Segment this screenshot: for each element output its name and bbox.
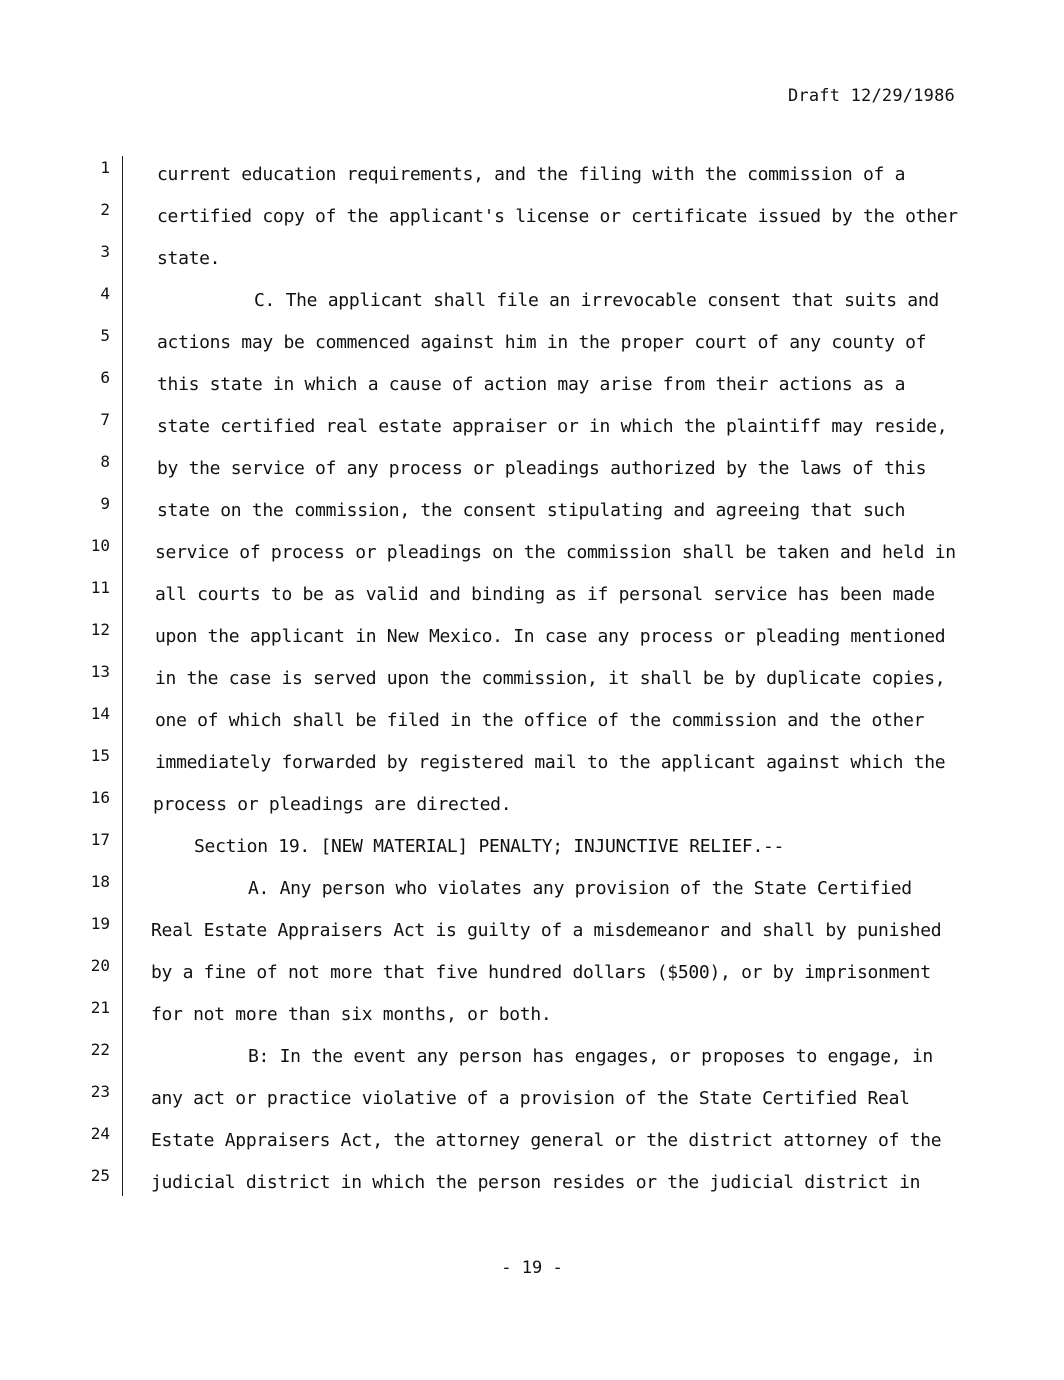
line-number: 3 — [100, 242, 110, 261]
line-number: 6 — [100, 368, 110, 387]
text-line: actions may be commenced against him in the proper court of any county of — [157, 332, 927, 353]
line-number: 14 — [90, 704, 110, 723]
text-line: Estate Appraisers Act, the attorney general or the district attorney of the — [151, 1130, 942, 1151]
text-line: this state in which a cause of action may arise from their actions as a — [157, 374, 906, 395]
text-line: process or pleadings are directed. — [153, 794, 512, 815]
line-number-rule — [122, 156, 123, 1196]
text-line: in the case is served upon the commission, it shall be by duplicate copies, — [155, 668, 946, 689]
text-line: immediately forwarded by registered mail to the applicant against which the — [155, 752, 946, 773]
line-number: 11 — [90, 578, 110, 597]
text-line: Real Estate Appraisers Act is guilty of a misdemeanor and shall by punished — [151, 920, 942, 941]
line-number: 1 — [100, 158, 110, 177]
line-number: 12 — [90, 620, 110, 639]
line-number: 15 — [90, 746, 110, 765]
line-number: 4 — [100, 284, 110, 303]
text-line: judicial district in which the person resides or the judicial district in — [151, 1172, 921, 1193]
text-line: state on the commission, the consent stipulating and agreeing that such — [157, 500, 906, 521]
line-number: 25 — [90, 1166, 110, 1185]
text-line: for not more than six months, or both. — [151, 1004, 552, 1025]
section-heading: Section 19. [NEW MATERIAL] PENALTY; INJUNCTIVE RELIEF.-- — [194, 836, 785, 857]
line-number: 21 — [90, 998, 110, 1017]
line-number: 13 — [90, 662, 110, 681]
text-line: A. Any person who violates any provision of the State Certified — [248, 878, 912, 899]
text-line: B: In the event any person has engages, or proposes to engage, in — [248, 1046, 933, 1067]
line-number: 18 — [90, 872, 110, 891]
line-number: 10 — [90, 536, 110, 555]
text-line: state. — [157, 248, 221, 269]
line-number: 2 — [100, 200, 110, 219]
page-number: - 19 - — [501, 1258, 563, 1278]
text-line: any act or practice violative of a provision of the State Certified Real — [151, 1088, 910, 1109]
line-number: 22 — [90, 1040, 110, 1059]
line-number: 5 — [100, 326, 110, 345]
text-line: C. The applicant shall file an irrevocable consent that suits and — [254, 290, 939, 311]
text-line: all courts to be as valid and binding as if personal service has been made — [155, 584, 935, 605]
line-number: 16 — [90, 788, 110, 807]
text-line: service of process or pleadings on the commission shall be taken and held in — [155, 542, 956, 563]
line-number: 9 — [100, 494, 110, 513]
text-line: certified copy of the applicant's license or certificate issued by the other — [157, 206, 958, 227]
line-number: 7 — [100, 410, 110, 429]
line-number: 19 — [90, 914, 110, 933]
text-line: one of which shall be filed in the office of the commission and the other — [155, 710, 925, 731]
text-line: by the service of any process or pleadings authorized by the laws of this — [157, 458, 927, 479]
text-line: current education requirements, and the filing with the commission of a — [157, 164, 906, 185]
line-number: 8 — [100, 452, 110, 471]
line-number: 20 — [90, 956, 110, 975]
line-number: 24 — [90, 1124, 110, 1143]
draft-date-header: Draft 12/29/1986 — [788, 86, 955, 106]
line-number: 23 — [90, 1082, 110, 1101]
line-number: 17 — [90, 830, 110, 849]
text-line: by a fine of not more that five hundred dollars ($500), or by imprisonment — [151, 962, 931, 983]
text-line: upon the applicant in New Mexico. In case any process or pleading mentioned — [155, 626, 946, 647]
text-line: state certified real estate appraiser or in which the plaintiff may reside, — [157, 416, 948, 437]
